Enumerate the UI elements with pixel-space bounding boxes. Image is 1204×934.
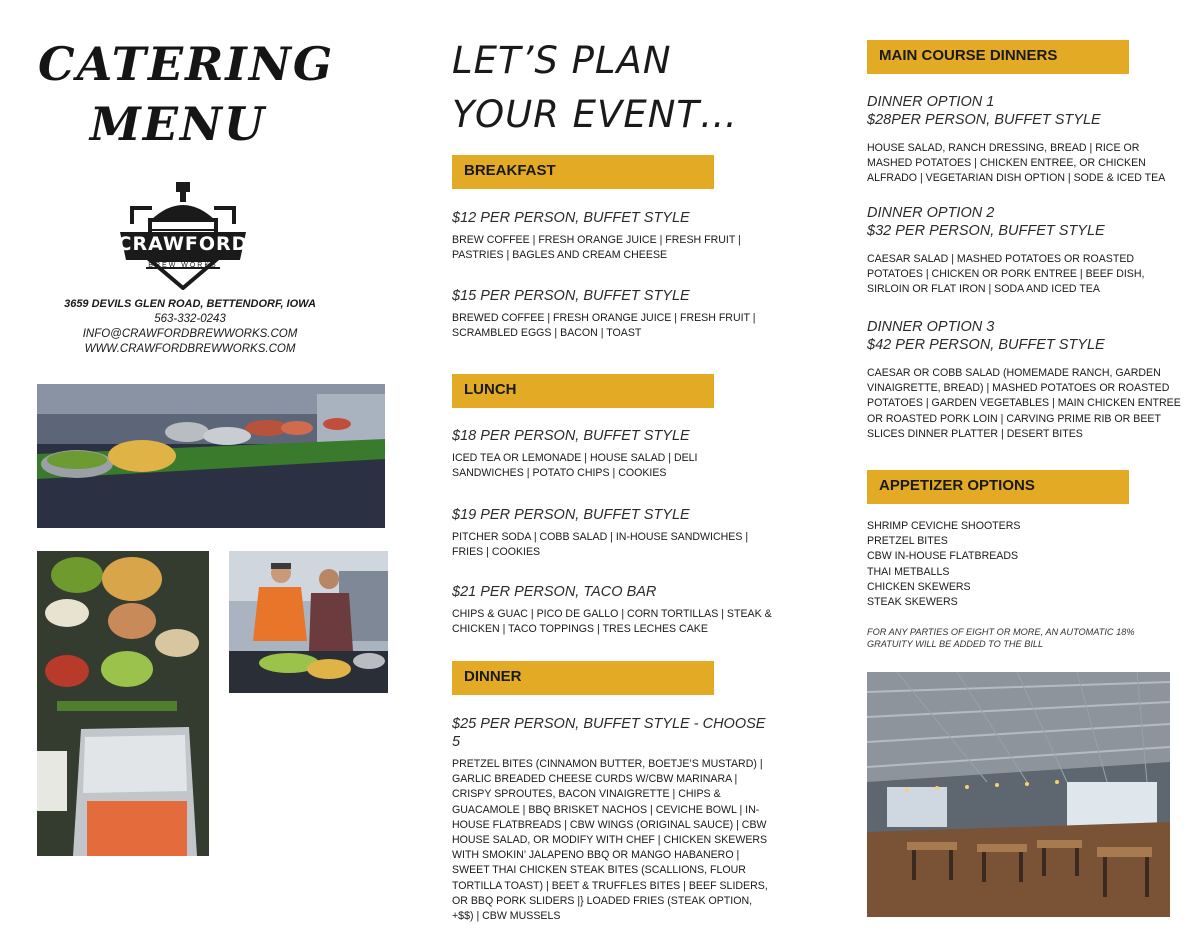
logo-name: CRAWFORD [117,233,249,255]
breakfast-option-1-price: $12 PER PERSON, BUFFET STYLE [452,210,690,226]
gratuity-note: FOR ANY PARTIES OF EIGHT OR MORE, AN AUTOMATIC 18% GRATUITY WILL BE ADDED TO THE BILL [867,627,1135,649]
breakfast-option-2-items: BREWED COFFEE | FRESH ORANGE JUICE | FRESH FRUIT | SCRAMBLED EGGS | BACON | TOAST [452,312,756,340]
event-headline [452,34,812,142]
appetizer-item: STEAK SKEWERS [867,596,958,609]
dinner-option-1-items: HOUSE SALAD, RANCH DRESSING, BREAD | RICE OR MASHED POTATOES | CHICKEN ENTREE, OR CHICKEN ALFRADO | VEGETARIAN DISH OPTION | SODE & ICED TEA [867,142,1166,185]
email: INFO@CRAWFORDBREWWORKS.COM [82,328,298,340]
website: WWW.CRAWFORDBREWWORKS.COM [84,343,296,355]
venue-interior-photo [867,672,1170,917]
address: 3659 DEVILS GLEN ROAD, BETTENDORF, IOWA [64,298,316,310]
appetizer-item: THAI METBALLS [867,565,950,578]
lunch-option-1-items: ICED TEA OR LEMONADE | HOUSE SALAD | DELI SANDWICHES | POTATO CHIPS | COOKIES [452,452,698,480]
headline-line-2: YOUR EVENT… [452,93,738,136]
dinner-heading: DINNER [452,661,714,695]
dinner-items: PRETZEL BITES (CINNAMON BUTTER, BOETJE’S MUSTARD) | GARLIC BREADED CHEESE CURDS W/CBW MARINARA | CRISPY SPROUTES, BACON VINAIGRETTE | CHIPS & GUACAMOLE | BBQ BRISKET NACHOS | CEVICHE BOWL | IN-HOUSE FLATBREADS | CBW WINGS (ORIGINAL SAUCE) | CBW HOUSE SALAD, OR MODIFY WITH CHEF | CHICKEN SKEWERS WITH SMOKIN’ JALAPENO BBQ OR MANGO HABANERO | SWEET THAI CHICKEN STEAK BITES (SCALLIONS, FLOUR TORTILLA TOAST) | BEET & TRUFFLES BITES | BEEF SLIDERS, OR BBQ PORK SLIDERS |} LOADED FRIES (STEAK OPTION, +$$) | CBW MUSSELS [452,758,768,923]
lunch-option-3-price: $21 PER PERSON, TACO BAR [452,584,657,600]
title-line-1: CATERING [38,37,335,91]
food-spread-photo [37,551,209,856]
dinner-option-1-name: DINNER OPTION 1 [867,94,995,110]
lunch-heading: LUNCH [452,374,714,408]
logo-sub: BREW WORKS [148,262,218,269]
lunch-option-1 [452,427,772,481]
appetizer-item: PRETZEL BITES [867,535,948,548]
dinner-option-2 [867,204,1183,298]
dinner-option-2-name: DINNER OPTION 2 [867,205,995,221]
crawford-logo [116,180,250,290]
main-course-heading: MAIN COURSE DINNERS [867,40,1129,74]
appetizer-item: SHRIMP CEVICHE SHOOTERS [867,520,1021,532]
headline-line-1: LET’S PLAN [452,39,672,82]
dinner-option-3-name: DINNER OPTION 3 [867,319,995,335]
phone: 563-332-0243 [154,313,226,325]
lunch-option-2 [452,506,772,560]
appetizer-item: CBW IN-HOUSE FLATBREADS [867,550,1019,563]
appetizer-heading: APPETIZER OPTIONS [867,470,1129,504]
buffet-table-photo [37,384,385,528]
contact-block [40,298,340,357]
breakfast-option-2 [452,287,772,341]
dinner-price: $25 PER PERSON, BUFFET STYLE - CHOOSE 5 [452,716,766,750]
dinner-option-2-price: $32 PER PERSON, BUFFET STYLE [867,223,1105,239]
breakfast-heading: BREAKFAST [452,155,714,189]
lunch-option-2-price: $19 PER PERSON, BUFFET STYLE [452,507,690,523]
lunch-option-2-items: PITCHER SODA | COBB SALAD | IN-HOUSE SANDWICHES | FRIES | COOKIES [452,531,749,559]
breakfast-option-2-price: $15 PER PERSON, BUFFET STYLE [452,288,690,304]
dinner-option-2-items: CAESAR SALAD | MASHED POTATOES OR ROASTED POTATOES | CHICKEN OR PORK ENTREE | BEEF DISH, SIRLOIN OR FLAT IRON | SODA AND ICED TEA [867,253,1145,296]
breakfast-option-1 [452,209,772,263]
dinner-option-3-price: $42 PER PERSON, BUFFET STYLE [867,337,1105,353]
lunch-option-3 [452,583,772,637]
page-title [38,34,335,154]
title-line-2: MENU [89,97,267,151]
dinner-option-1-price: $28PER PERSON, BUFFET STYLE [867,112,1101,128]
guests-serving-photo [229,551,388,693]
dinner-option-3-items: CAESAR OR COBB SALAD (HOMEMADE RANCH, GARDEN VINAIGRETTE, BREAD) | MASHED POTATOES OR ROASTED POTATOES | GARDEN VEGETABLES | MAIN CHICKEN ENTREE OR ROASTED PORK LOIN | CARVING PRIME RIB OR BEET SLICES DINNER PLATTER | DESERT BITES [867,367,1181,440]
dinner-option-3 [867,318,1183,442]
appetizer-list [867,519,1183,610]
lunch-option-1-price: $18 PER PERSON, BUFFET STYLE [452,428,690,444]
lunch-option-3-items: CHIPS & GUAC | PICO DE GALLO | CORN TORTILLAS | STEAK & CHICKEN | TACO TOPPINGS | TRES LECHES CAKE [452,608,772,636]
dinner-option-1 [867,93,1183,187]
appetizer-item: CHICKEN SKEWERS [867,580,971,593]
breakfast-option-1-items: BREW COFFEE | FRESH ORANGE JUICE | FRESH FRUIT | PASTRIES | BAGLES AND CREAM CHEESE [452,234,741,262]
dinner-option [452,715,772,924]
